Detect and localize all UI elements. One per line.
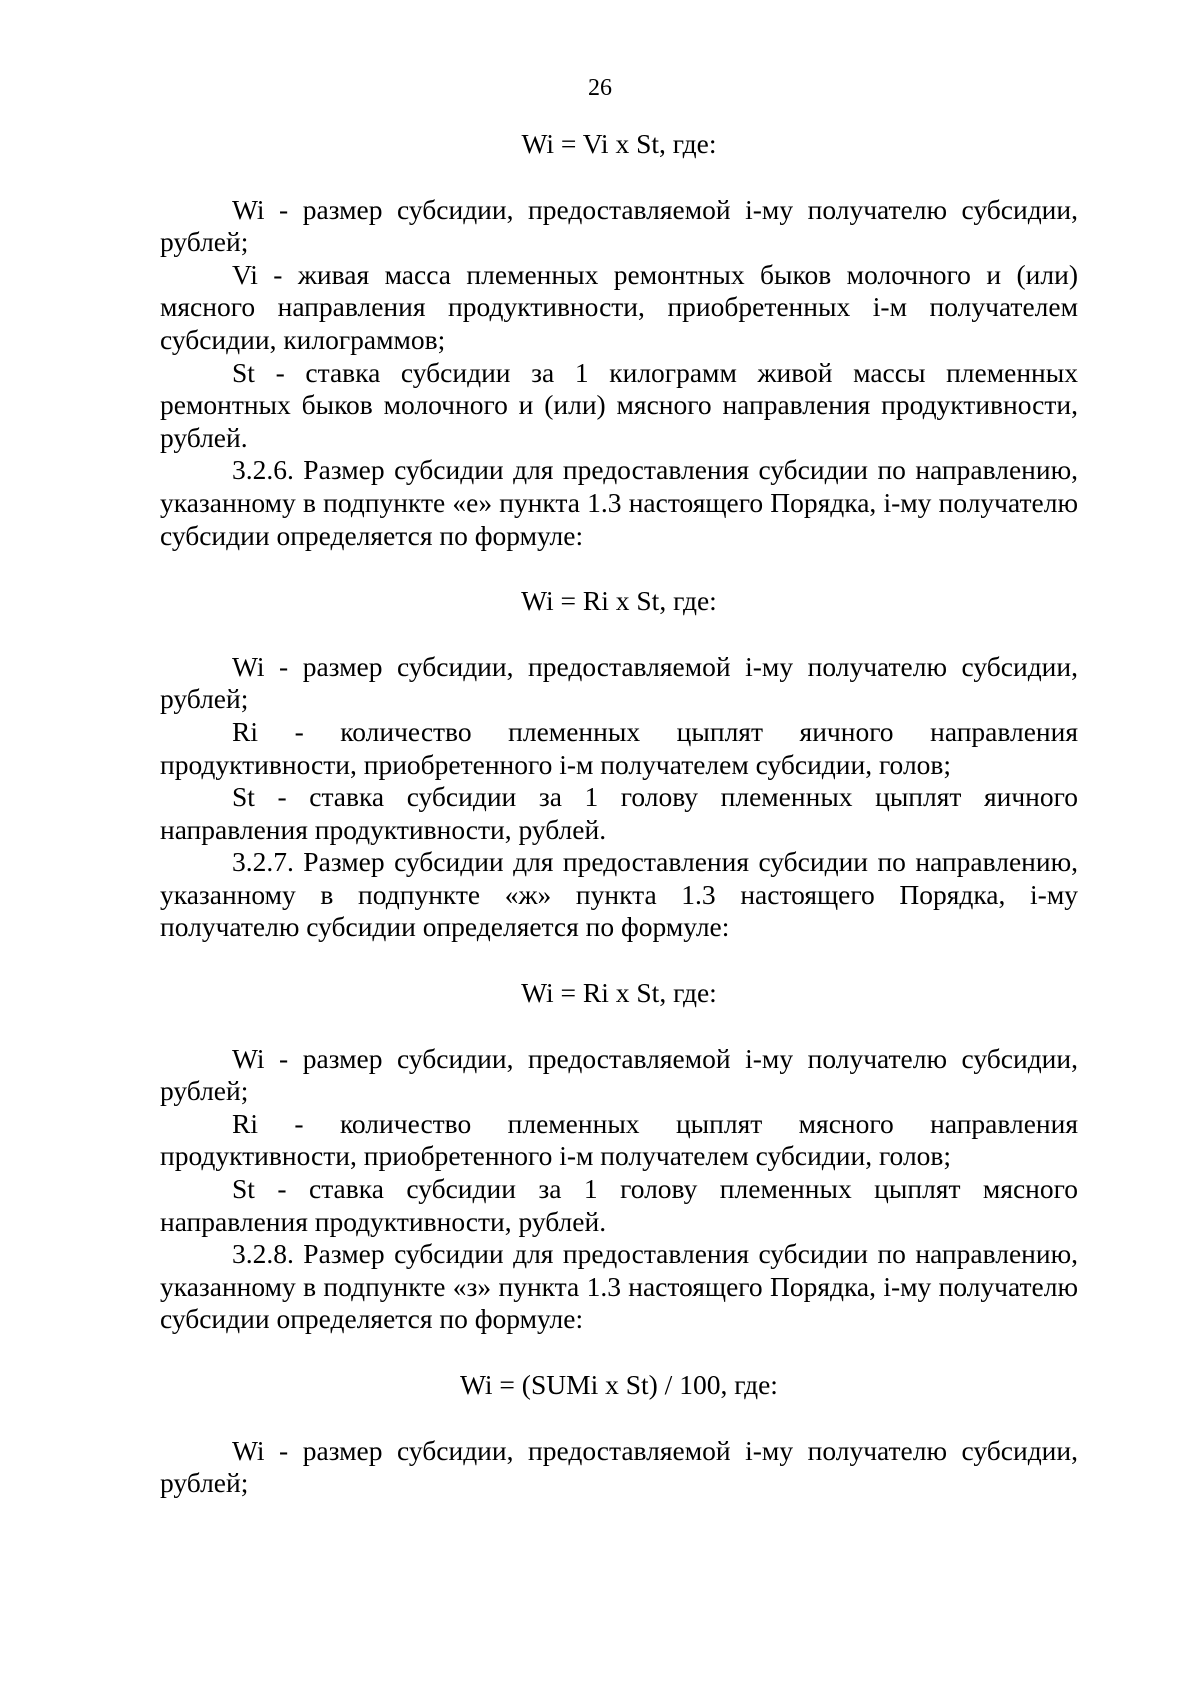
spacer [160,1336,1078,1369]
formula-wi-sumi-st: Wi = (SUMi x St) / 100, где: [460,1369,778,1400]
page-number: 26 [588,75,612,101]
spacer [160,1010,1078,1043]
definition-ri: Ri - количество племенных цыплят яичного направления продуктивности, приобретенного i-м получателем субсидии, голов; [160,715,1078,780]
clause-3-2-6: 3.2.6. Размер субсидии для предоставления субсидии по направлению, указанному в подпункте «е» пункта 1.3 настоящего Порядка, i-му получателю субсидии определяется по формуле: [160,454,1078,551]
formula-wi-ri-st: Wi = Ri x St, где: [521,977,717,1009]
spacer [160,552,1078,585]
spacer [160,1402,1078,1435]
formula-wi-vi-st: Wi = Vi x St, где: [521,128,717,159]
definition-st: St - ставка субсидии за 1 голову племенных цыплят яичного направления продуктивности, рублей. [160,781,1078,845]
spacer [160,618,1078,651]
clause-3-2-7: 3.2.7. Размер субсидии для предоставления субсидии по направлению, указанному в подпункте «ж» пункта 1.3 настоящего Порядка, i-му получателю субсидии определяется по формуле: [160,846,1078,943]
definition-wi: Wi - размер субсидии, предоставляемой i-му получателю субсидии, рублей; [160,193,1078,258]
clause-3-2-8: 3.2.8. Размер субсидии для предоставления субсидии по направлению, указанному в подпункте «з» пункта 1.3 настоящего Порядка, i-му получателю субсидии определяется по формуле: [160,1238,1078,1335]
spacer [160,944,1078,977]
document-body [160,128,1078,1500]
definition-vi: Vi - живая масса племенных ремонтных быков молочного и (или) мясного направления продуктивности, приобретенных i-м получателем субсидии, килограммов; [160,258,1078,355]
definition-wi: Wi - размер субсидии, предоставляемой i-му получателю субсидии, рублей; [160,1042,1078,1107]
spacer [160,161,1078,194]
definition-ri: Ri - количество племенных цыплят мясного направления продуктивности, приобретенного i-м получателем субсидии, голов; [160,1107,1078,1172]
definition-wi: Wi - размер субсидии, предоставляемой i-му получателю субсидии, рублей; [160,1434,1078,1499]
definition-st: St - ставка субсидии за 1 голову племенных цыплят мясного направления продуктивности, рублей. [160,1173,1078,1237]
definition-st: St - ставка субсидии за 1 килограмм живой массы племенных ремонтных быков молочного и (или) мясного направления продуктивности, рублей. [160,356,1078,453]
definition-wi: Wi - размер субсидии, предоставляемой i-му получателю субсидии, рублей; [160,650,1078,715]
formula-wi-ri-st: Wi = Ri x St, где: [521,585,717,617]
